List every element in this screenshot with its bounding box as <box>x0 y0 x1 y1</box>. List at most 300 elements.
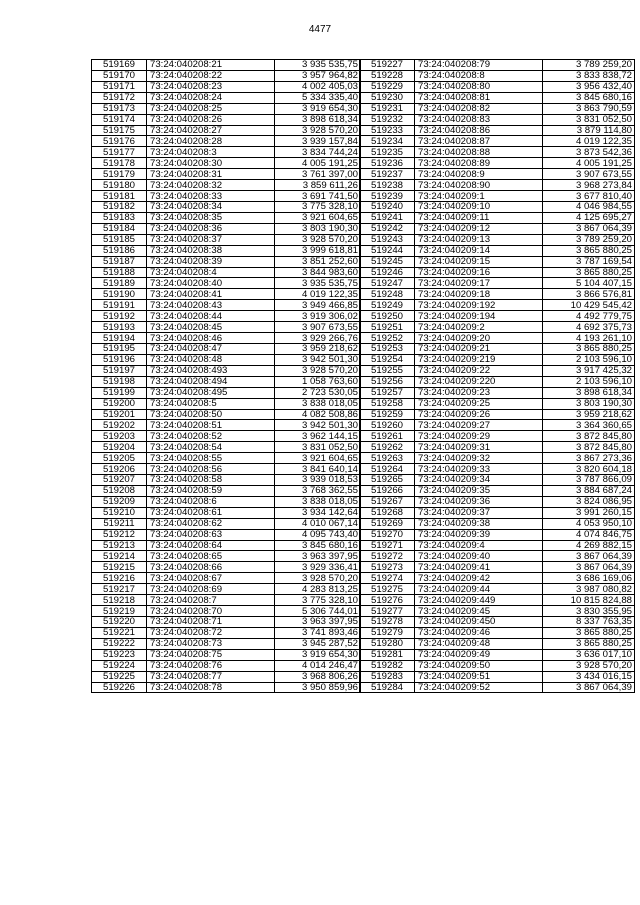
table-row <box>360 343 635 354</box>
value-cell: 3 872 845,80 <box>543 442 635 453</box>
row-number-cell: 519282 <box>360 660 415 671</box>
cadastral-number-cell: 73:24:040208:59 <box>147 485 275 496</box>
value-cell: 8 337 763,35 <box>543 617 635 628</box>
table-row <box>92 267 361 278</box>
cadastral-number-cell: 73:24:040208:71 <box>147 617 275 628</box>
row-number-cell: 519195 <box>92 343 147 354</box>
value-cell: 3 789 259,20 <box>543 234 635 245</box>
table-row <box>360 606 635 617</box>
value-cell: 3 959 218,62 <box>275 343 361 354</box>
value-cell: 4 053 950,10 <box>543 518 635 529</box>
table-row <box>92 627 361 638</box>
table-row <box>360 322 635 333</box>
table-row <box>360 638 635 649</box>
table-row <box>360 595 635 606</box>
cadastral-number-cell: 73:24:040208:89 <box>415 158 543 169</box>
row-number-cell: 519267 <box>360 496 415 507</box>
row-number-cell: 519218 <box>92 595 147 606</box>
table-row <box>92 485 361 496</box>
row-number-cell: 519240 <box>360 201 415 212</box>
value-cell: 3 865 880,25 <box>543 343 635 354</box>
value-cell: 3 968 806,26 <box>275 671 361 682</box>
cadastral-number-cell: 73:24:040209:194 <box>415 311 543 322</box>
row-number-cell: 519175 <box>92 125 147 136</box>
cadastral-number-cell: 73:24:040208:23 <box>147 81 275 92</box>
table-row <box>92 125 361 136</box>
cadastral-number-cell: 73:24:040208:47 <box>147 343 275 354</box>
row-number-cell: 519278 <box>360 617 415 628</box>
table-row <box>92 398 361 409</box>
table-row <box>92 147 361 158</box>
value-cell: 3 866 576,81 <box>543 289 635 300</box>
table-row <box>92 573 361 584</box>
cadastral-number-cell: 73:24:040209:26 <box>415 409 543 420</box>
table-row <box>92 365 361 376</box>
cadastral-number-cell: 73:24:040208:51 <box>147 420 275 431</box>
table-row <box>360 442 635 453</box>
cadastral-number-cell: 73:24:040209:48 <box>415 638 543 649</box>
cadastral-number-cell: 73:24:040209:42 <box>415 573 543 584</box>
cadastral-number-cell: 73:24:040209:52 <box>415 682 543 693</box>
value-cell: 3 963 397,95 <box>275 551 361 562</box>
cadastral-number-cell: 73:24:040209:37 <box>415 507 543 518</box>
value-cell: 3 859 611,26 <box>275 180 361 191</box>
cadastral-number-cell: 73:24:040208:495 <box>147 387 275 398</box>
value-cell: 3 963 397,95 <box>275 617 361 628</box>
row-number-cell: 519222 <box>92 638 147 649</box>
row-number-cell: 519205 <box>92 453 147 464</box>
cadastral-number-cell: 73:24:040208:73 <box>147 638 275 649</box>
cadastral-number-cell: 73:24:040209:25 <box>415 398 543 409</box>
cadastral-number-cell: 73:24:040208:26 <box>147 114 275 125</box>
table-row <box>92 649 361 660</box>
value-cell: 4 019 122,35 <box>543 136 635 147</box>
cadastral-number-cell: 73:24:040209:450 <box>415 617 543 628</box>
table-row <box>92 420 361 431</box>
value-cell: 3 919 654,30 <box>275 649 361 660</box>
cadastral-number-cell: 73:24:040208:50 <box>147 409 275 420</box>
row-number-cell: 519238 <box>360 180 415 191</box>
cadastral-number-cell: 73:24:040209:14 <box>415 245 543 256</box>
table-row <box>92 245 361 256</box>
table-row <box>92 60 361 71</box>
row-number-cell: 519223 <box>92 649 147 660</box>
table-row <box>360 103 635 114</box>
table-row <box>92 92 361 103</box>
value-cell: 4 692 375,73 <box>543 322 635 333</box>
table-row <box>92 180 361 191</box>
table-row <box>92 300 361 311</box>
cadastral-number-cell: 73:24:040208:27 <box>147 125 275 136</box>
row-number-cell: 519274 <box>360 573 415 584</box>
table-row <box>92 496 361 507</box>
cadastral-number-cell: 73:24:040208:83 <box>415 114 543 125</box>
table-row <box>92 518 361 529</box>
cadastral-number-cell: 73:24:040209:20 <box>415 333 543 344</box>
row-number-cell: 519281 <box>360 649 415 660</box>
row-number-cell: 519277 <box>360 606 415 617</box>
value-cell: 3 775 328,10 <box>275 201 361 212</box>
cadastral-number-cell: 73:24:040209:17 <box>415 278 543 289</box>
row-number-cell: 519170 <box>92 70 147 81</box>
table-row <box>360 365 635 376</box>
value-cell: 4 005 191,25 <box>275 158 361 169</box>
value-cell: 3 928 570,20 <box>275 365 361 376</box>
value-cell: 3 898 618,34 <box>275 114 361 125</box>
table-row <box>360 627 635 638</box>
cadastral-number-cell: 73:24:040208:52 <box>147 431 275 442</box>
cadastral-number-cell: 73:24:040208:36 <box>147 223 275 234</box>
table-row <box>360 81 635 92</box>
cadastral-number-cell: 73:24:040209:51 <box>415 671 543 682</box>
value-cell: 1 058 763,60 <box>275 376 361 387</box>
cadastral-number-cell: 73:24:040208:75 <box>147 649 275 660</box>
row-number-cell: 519261 <box>360 431 415 442</box>
row-number-cell: 519256 <box>360 376 415 387</box>
table-row <box>92 114 361 125</box>
cadastral-number-cell: 73:24:040208:48 <box>147 354 275 365</box>
row-number-cell: 519176 <box>92 136 147 147</box>
row-number-cell: 519213 <box>92 540 147 551</box>
value-cell: 4 005 191,25 <box>543 158 635 169</box>
cadastral-number-cell: 73:24:040209:32 <box>415 453 543 464</box>
cadastral-number-cell: 73:24:040209:15 <box>415 256 543 267</box>
row-number-cell: 519178 <box>92 158 147 169</box>
table-row <box>360 475 635 486</box>
table-row <box>360 158 635 169</box>
value-cell: 3 921 604,65 <box>275 453 361 464</box>
table-row <box>360 682 635 693</box>
row-number-cell: 519171 <box>92 81 147 92</box>
value-cell: 2 723 530,05 <box>275 387 361 398</box>
row-number-cell: 519239 <box>360 191 415 202</box>
row-number-cell: 519220 <box>92 617 147 628</box>
row-number-cell: 519185 <box>92 234 147 245</box>
cadastral-number-cell: 73:24:040208:28 <box>147 136 275 147</box>
row-number-cell: 519193 <box>92 322 147 333</box>
table-row <box>360 180 635 191</box>
value-cell: 3 844 983,60 <box>275 267 361 278</box>
cadastral-number-cell: 73:24:040209:33 <box>415 464 543 475</box>
value-cell: 3 907 673,55 <box>543 169 635 180</box>
row-number-cell: 519235 <box>360 147 415 158</box>
cadastral-number-cell: 73:24:040209:449 <box>415 595 543 606</box>
row-number-cell: 519183 <box>92 212 147 223</box>
cadastral-number-cell: 73:24:040209:1 <box>415 191 543 202</box>
table-row <box>92 562 361 573</box>
table-row <box>360 223 635 234</box>
table-row <box>92 278 361 289</box>
row-number-cell: 519172 <box>92 92 147 103</box>
cadastral-number-cell: 73:24:040209:41 <box>415 562 543 573</box>
row-number-cell: 519208 <box>92 485 147 496</box>
cadastral-number-cell: 73:24:040208:31 <box>147 169 275 180</box>
table-row <box>360 300 635 311</box>
cadastral-number-cell: 73:24:040208:67 <box>147 573 275 584</box>
table-row <box>360 409 635 420</box>
table-row <box>92 475 361 486</box>
row-number-cell: 519279 <box>360 627 415 638</box>
value-cell: 3 959 218,62 <box>543 409 635 420</box>
cadastral-number-cell: 73:24:040208:46 <box>147 333 275 344</box>
value-cell: 3 845 680,16 <box>543 92 635 103</box>
value-cell: 3 691 741,50 <box>275 191 361 202</box>
value-cell: 3 831 052,50 <box>543 114 635 125</box>
cadastral-number-cell: 73:24:040208:76 <box>147 660 275 671</box>
row-number-cell: 519206 <box>92 464 147 475</box>
cadastral-number-cell: 73:24:040209:27 <box>415 420 543 431</box>
table-row <box>92 136 361 147</box>
cadastral-number-cell: 73:24:040208:35 <box>147 212 275 223</box>
table-row <box>360 289 635 300</box>
table-row <box>360 671 635 682</box>
table-row <box>92 551 361 562</box>
table-row <box>360 485 635 496</box>
table-row <box>92 453 361 464</box>
value-cell: 3 935 535,75 <box>275 278 361 289</box>
cadastral-number-cell: 73:24:040208:66 <box>147 562 275 573</box>
row-number-cell: 519245 <box>360 256 415 267</box>
table-row <box>92 529 361 540</box>
table-row <box>92 638 361 649</box>
row-number-cell: 519211 <box>92 518 147 529</box>
row-number-cell: 519232 <box>360 114 415 125</box>
value-cell: 3 787 866,09 <box>543 475 635 486</box>
cadastral-number-cell: 73:24:040209:29 <box>415 431 543 442</box>
cadastral-number-cell: 73:24:040208:80 <box>415 81 543 92</box>
value-cell: 5 306 744,01 <box>275 606 361 617</box>
value-cell: 3 787 169,54 <box>543 256 635 267</box>
table-row <box>92 212 361 223</box>
row-number-cell: 519284 <box>360 682 415 693</box>
value-cell: 3 962 144,15 <box>275 431 361 442</box>
value-cell: 4 019 122,35 <box>275 289 361 300</box>
table-row <box>360 136 635 147</box>
value-cell: 10 815 824,88 <box>543 595 635 606</box>
row-number-cell: 519254 <box>360 354 415 365</box>
cadastral-number-cell: 73:24:040208:61 <box>147 507 275 518</box>
row-number-cell: 519263 <box>360 453 415 464</box>
row-number-cell: 519228 <box>360 70 415 81</box>
cadastral-number-cell: 73:24:040208:3 <box>147 147 275 158</box>
table-left-body <box>92 60 361 693</box>
cadastral-number-cell: 73:24:040208:44 <box>147 311 275 322</box>
value-cell: 3 928 570,20 <box>275 125 361 136</box>
table-row <box>360 333 635 344</box>
value-cell: 3 929 266,76 <box>275 333 361 344</box>
row-number-cell: 519231 <box>360 103 415 114</box>
cadastral-number-cell: 73:24:040208:86 <box>415 125 543 136</box>
table-row <box>360 169 635 180</box>
table-row <box>360 92 635 103</box>
table-row <box>360 376 635 387</box>
value-cell: 3 999 618,81 <box>275 245 361 256</box>
table-row <box>360 212 635 223</box>
value-cell: 4 074 846,75 <box>543 529 635 540</box>
value-cell: 3 879 114,80 <box>543 125 635 136</box>
row-number-cell: 519173 <box>92 103 147 114</box>
row-number-cell: 519188 <box>92 267 147 278</box>
row-number-cell: 519252 <box>360 333 415 344</box>
value-cell: 3 741 893,46 <box>275 627 361 638</box>
value-cell: 3 841 640,14 <box>275 464 361 475</box>
row-number-cell: 519219 <box>92 606 147 617</box>
row-number-cell: 519184 <box>92 223 147 234</box>
table-row <box>360 387 635 398</box>
row-number-cell: 519190 <box>92 289 147 300</box>
row-number-cell: 519237 <box>360 169 415 180</box>
cadastral-number-cell: 73:24:040208:88 <box>415 147 543 158</box>
cadastral-number-cell: 73:24:040208:54 <box>147 442 275 453</box>
value-cell: 3 867 064,39 <box>543 223 635 234</box>
row-number-cell: 519264 <box>360 464 415 475</box>
cadastral-number-cell: 73:24:040209:36 <box>415 496 543 507</box>
row-number-cell: 519199 <box>92 387 147 398</box>
row-number-cell: 519182 <box>92 201 147 212</box>
row-number-cell: 519249 <box>360 300 415 311</box>
cadastral-number-cell: 73:24:040209:18 <box>415 289 543 300</box>
value-cell: 4 082 508,86 <box>275 409 361 420</box>
table-right-body <box>360 60 635 693</box>
value-cell: 3 929 336,41 <box>275 562 361 573</box>
cadastral-number-cell: 73:24:040209:31 <box>415 442 543 453</box>
table-row <box>92 431 361 442</box>
cadastral-number-cell: 73:24:040208:78 <box>147 682 275 693</box>
value-cell: 3 761 397,00 <box>275 169 361 180</box>
value-cell: 2 103 596,10 <box>543 354 635 365</box>
row-number-cell: 519203 <box>92 431 147 442</box>
table-right <box>359 59 635 693</box>
cadastral-number-cell: 73:24:040209:2 <box>415 322 543 333</box>
table-row <box>360 60 635 71</box>
value-cell: 10 429 545,42 <box>543 300 635 311</box>
row-number-cell: 519250 <box>360 311 415 322</box>
row-number-cell: 519221 <box>92 627 147 638</box>
value-cell: 3 919 306,02 <box>275 311 361 322</box>
cadastral-number-cell: 73:24:040209:22 <box>415 365 543 376</box>
row-number-cell: 519259 <box>360 409 415 420</box>
value-cell: 3 872 845,80 <box>543 431 635 442</box>
value-cell: 4 046 984,55 <box>543 201 635 212</box>
table-row <box>92 660 361 671</box>
cadastral-number-cell: 73:24:040208:24 <box>147 92 275 103</box>
value-cell: 3 884 687,24 <box>543 485 635 496</box>
row-number-cell: 519225 <box>92 671 147 682</box>
cadastral-number-cell: 73:24:040209:50 <box>415 660 543 671</box>
row-number-cell: 519266 <box>360 485 415 496</box>
row-number-cell: 519194 <box>92 333 147 344</box>
value-cell: 5 104 407,15 <box>543 278 635 289</box>
value-cell: 3 907 673,55 <box>275 322 361 333</box>
row-number-cell: 519177 <box>92 147 147 158</box>
table-row <box>92 540 361 551</box>
row-number-cell: 519242 <box>360 223 415 234</box>
table-row <box>92 191 361 202</box>
cadastral-number-cell: 73:24:040208:7 <box>147 595 275 606</box>
value-cell: 3 968 273,84 <box>543 180 635 191</box>
value-cell: 3 838 018,05 <box>275 496 361 507</box>
table-row <box>92 103 361 114</box>
table-row <box>92 322 361 333</box>
cadastral-number-cell: 73:24:040208:9 <box>415 169 543 180</box>
cadastral-number-cell: 73:24:040208:63 <box>147 529 275 540</box>
row-number-cell: 519258 <box>360 398 415 409</box>
cadastral-number-cell: 73:24:040209:192 <box>415 300 543 311</box>
row-number-cell: 519192 <box>92 311 147 322</box>
value-cell: 5 334 335,40 <box>275 92 361 103</box>
row-number-cell: 519243 <box>360 234 415 245</box>
row-number-cell: 519197 <box>92 365 147 376</box>
table-row <box>360 496 635 507</box>
value-cell: 4 095 743,40 <box>275 529 361 540</box>
cadastral-number-cell: 73:24:040209:40 <box>415 551 543 562</box>
cadastral-number-cell: 73:24:040209:220 <box>415 376 543 387</box>
table-row <box>360 354 635 365</box>
value-cell: 3 677 810,40 <box>543 191 635 202</box>
value-cell: 3 873 542,36 <box>543 147 635 158</box>
table-row <box>92 333 361 344</box>
cadastral-number-cell: 73:24:040208:21 <box>147 60 275 71</box>
row-number-cell: 519180 <box>92 180 147 191</box>
row-number-cell: 519207 <box>92 475 147 486</box>
value-cell: 3 851 252,60 <box>275 256 361 267</box>
cadastral-number-cell: 73:24:040208:77 <box>147 671 275 682</box>
cadastral-number-cell: 73:24:040208:90 <box>415 180 543 191</box>
cadastral-number-cell: 73:24:040208:45 <box>147 322 275 333</box>
table-row <box>92 671 361 682</box>
cadastral-number-cell: 73:24:040208:82 <box>415 103 543 114</box>
cadastral-number-cell: 73:24:040209:39 <box>415 529 543 540</box>
row-number-cell: 519224 <box>92 660 147 671</box>
table-row <box>92 464 361 475</box>
row-number-cell: 519227 <box>360 60 415 71</box>
cadastral-number-cell: 73:24:040208:25 <box>147 103 275 114</box>
row-number-cell: 519230 <box>360 92 415 103</box>
row-number-cell: 519179 <box>92 169 147 180</box>
row-number-cell: 519255 <box>360 365 415 376</box>
row-number-cell: 519229 <box>360 81 415 92</box>
row-number-cell: 519253 <box>360 343 415 354</box>
table-row <box>360 311 635 322</box>
table-row <box>360 617 635 628</box>
cadastral-number-cell: 73:24:040208:4 <box>147 267 275 278</box>
value-cell: 4 014 246,47 <box>275 660 361 671</box>
table-row <box>360 540 635 551</box>
value-cell: 3 865 880,25 <box>543 638 635 649</box>
value-cell: 3 957 964,82 <box>275 70 361 81</box>
value-cell: 3 831 052,50 <box>275 442 361 453</box>
value-cell: 3 686 169,06 <box>543 573 635 584</box>
table-row <box>360 256 635 267</box>
value-cell: 3 830 355,95 <box>543 606 635 617</box>
cadastral-number-cell: 73:24:040208:30 <box>147 158 275 169</box>
value-cell: 4 492 779,75 <box>543 311 635 322</box>
row-number-cell: 519271 <box>360 540 415 551</box>
row-number-cell: 519200 <box>92 398 147 409</box>
cadastral-number-cell: 73:24:040208:79 <box>415 60 543 71</box>
value-cell: 3 867 064,39 <box>543 551 635 562</box>
table-row <box>92 442 361 453</box>
cadastral-number-cell: 73:24:040208:493 <box>147 365 275 376</box>
table-row <box>360 420 635 431</box>
cadastral-number-cell: 73:24:040209:46 <box>415 627 543 638</box>
row-number-cell: 519270 <box>360 529 415 540</box>
table-row <box>360 507 635 518</box>
value-cell: 3 636 017,10 <box>543 649 635 660</box>
row-number-cell: 519247 <box>360 278 415 289</box>
table-row <box>92 256 361 267</box>
row-number-cell: 519210 <box>92 507 147 518</box>
